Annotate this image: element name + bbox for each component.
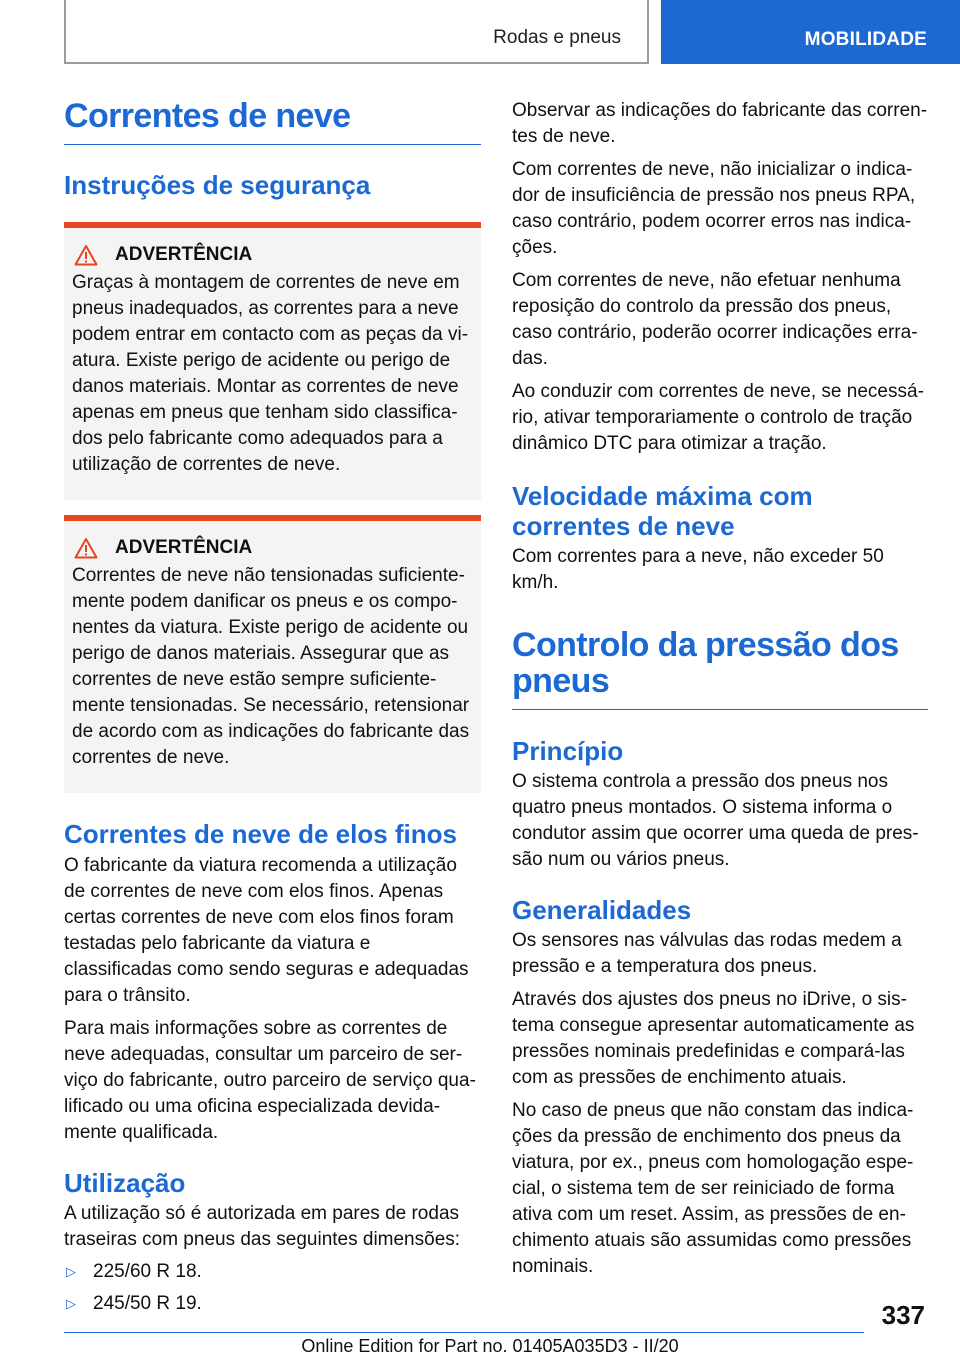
header-section-box [64, 0, 649, 64]
heading-principle: Princípio [512, 736, 624, 766]
paragraph-principle: O sistema controla a pressão dos pneus nos quatro pneus montados. O sistema informa o condutor assim que ocorrer uma queda de pressão num ou vários pneus. [512, 771, 919, 870]
paragraph-general-1: Os sensores nas válvulas das rodas medem a pressão e a temperatura dos pneus. [512, 930, 902, 977]
section-title-snow-chains: Correntes de neve [64, 98, 481, 145]
header-section-title: Rodas e pneus [493, 27, 621, 48]
warning-box-1 [64, 222, 481, 500]
footer-edition: Online Edition for Part no. 01405A035D3 - II/20 [301, 1336, 679, 1356]
warning-title-2 [72, 535, 473, 561]
warning-label-1: ADVERTÊNCIA [115, 244, 253, 265]
section-title-tire-pressure: Controlo da pressão dos pneus [512, 627, 928, 710]
tire-size: 225/60 R 18. [93, 1261, 202, 1282]
heading-usage: Utilização [64, 1168, 186, 1198]
paragraph-general-2: Através dos ajustes dos pneus no iDrive, o sistema consegue apresentar automaticamente as pressões nominais predefinidas e compará-las com as pressões de enchimento atuais. [512, 989, 915, 1088]
list-item [64, 1291, 481, 1317]
left-column [64, 98, 481, 1317]
warning-label-2: ADVERTÊNCIA [115, 537, 253, 558]
header-chapter-label: MOBILIDADE [804, 29, 927, 50]
tire-size: 245/50 R 19. [93, 1293, 202, 1314]
warning-triangle-icon [74, 537, 98, 559]
warning-triangle-icon [74, 244, 98, 266]
paragraph-fine-2: Para mais informações sobre as correntes de neve adequadas, consultar um parceiro de serviço do fabricante, outro parceiro de serviço qualificado ou uma oficina especializada devidamente qualificada. [64, 1018, 476, 1143]
heading-safety: Instruções de segurança [64, 170, 371, 200]
paragraph-max-speed: Com correntes para a neve, não exceder 50 km/h. [512, 546, 884, 593]
paragraph-usage: A utilização só é autorizada em pares de rodas traseiras com pneus das seguintes dimensões: [64, 1203, 461, 1250]
footer-divider [64, 1332, 864, 1333]
paragraph-right-2: Com correntes de neve, não inicializar o indicador de insuficiência de pressão nos pneus RPA, caso contrário, podem ocorrer erros nas indicações. [512, 159, 916, 258]
heading-fine-link-chains: Correntes de neve de elos finos [64, 819, 458, 849]
paragraph-right-1: Observar as indicações do fabricante das correntes de neve. [512, 100, 928, 147]
bullet-triangle-icon: ▷ [66, 1296, 76, 1311]
bullet-triangle-icon: ▷ [66, 1264, 76, 1279]
heading-general: Generalidades [512, 895, 692, 925]
warning-box-2 [64, 515, 481, 793]
warning-text-2: Correntes de neve não tensionadas suficientemente podem danificar os pneus e os componentes da viatura. Existe perigo de acidente ou perigo de danos materiais. Assegurar que as correntes de neve estão sempre suficientemente tensionadas. Se necessário, retensionar de acordo com as indicações do fabricante das correntes de neve. [72, 565, 470, 768]
paragraph-right-3: Com correntes de neve, não efetuar nenhuma reposição do controlo da pressão dos pneus, caso contrário, poderão ocorrer indicações erradas. [512, 270, 918, 369]
list-item [64, 1259, 481, 1285]
paragraph-general-3: No caso de pneus que não constam das indicações da pressão de enchimento dos pneus da viatura, por ex., pneus com homologação especial, o sistema tem de ser reiniciado de forma ativa com um reset. Assim, as pressões de enchimento atuais são assumidas como pressões nominais. [512, 1100, 914, 1277]
paragraph-fine-1: O fabricante da viatura recomenda a utilização de correntes de neve com elos finos. Apenas certas correntes de neve com elos finos foram testadas pelo fabricante da viatura e classificadas como sendo seguras e adequadas para o trânsito. [64, 855, 469, 1006]
heading-max-speed: Velocidade máxima com correntes de neve [512, 481, 813, 541]
right-column [512, 98, 928, 1280]
warning-text-1: Graças à montagem de correntes de neve em pneus inadequados, as correntes para a neve podem entrar em contacto com as peças da viatura. Existe perigo de acidente ou perigo de danos materiais. Montar as correntes de neve apenas em pneus que tenham sido classificados pelo fabricante como adequados para a utilização de correntes de neve. [72, 272, 469, 475]
page-number: 337 [881, 1300, 925, 1330]
warning-title-1 [72, 242, 473, 268]
paragraph-right-4: Ao conduzir com correntes de neve, se necessário, ativar temporariamente o controlo de tração dinâmico DTC para otimizar a tração. [512, 381, 924, 454]
header-chapter-tab [661, 0, 960, 64]
